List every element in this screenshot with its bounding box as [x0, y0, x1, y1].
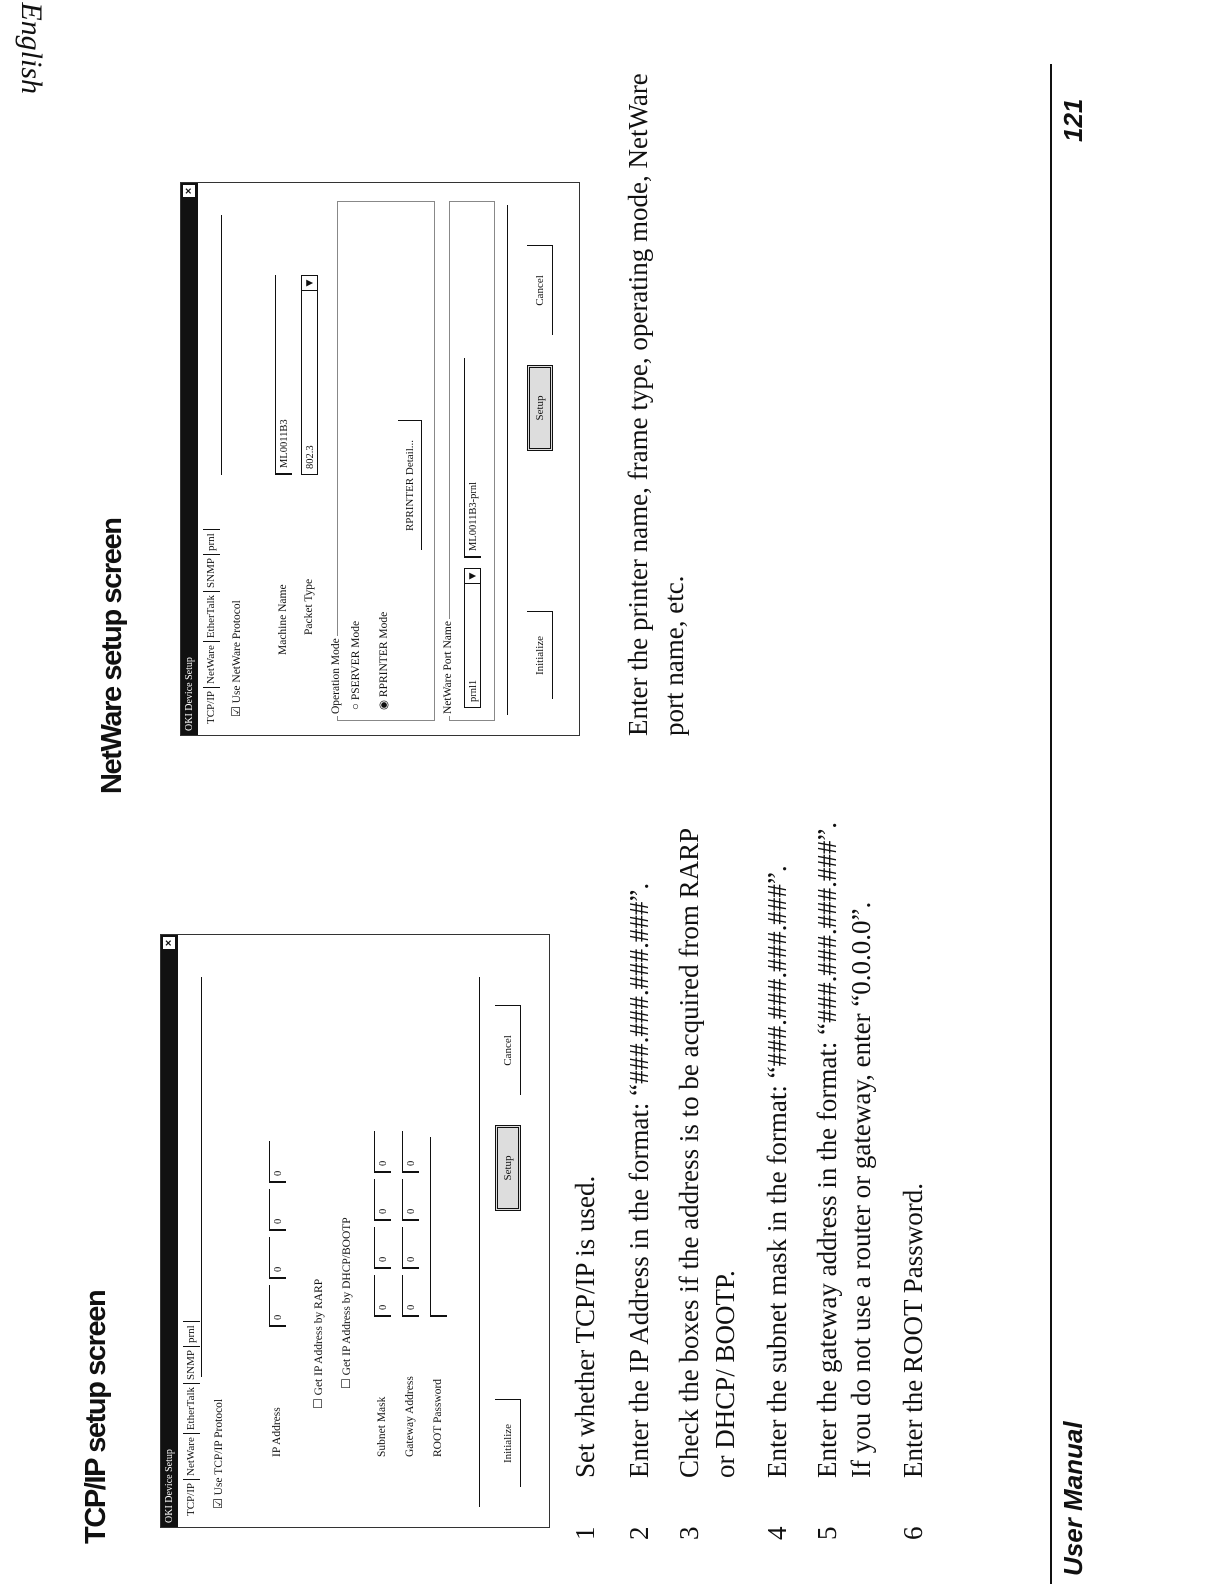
tab-tcpip[interactable]: TCP/IP — [203, 687, 220, 727]
rprinter-detail-button[interactable]: RPRINTER Detail... — [398, 420, 422, 550]
netware-dialog — [180, 182, 580, 736]
step-number: 1 — [570, 1526, 600, 1540]
checkbox-empty-icon: ☐ — [339, 1378, 353, 1389]
gateway-octet-4[interactable]: 0 — [402, 1131, 419, 1173]
step-number: 4 — [762, 1526, 792, 1540]
tab-netware[interactable]: NetWare — [203, 641, 220, 687]
step-text: Set whether TCP/IP is used. — [570, 1175, 600, 1478]
initialize-button[interactable]: Initialize — [527, 611, 553, 699]
netware-port-group — [442, 201, 495, 721]
close-icon[interactable]: × — [163, 937, 175, 949]
setup-button[interactable]: Setup — [527, 365, 553, 451]
use-tcpip-checkbox[interactable] — [211, 1399, 226, 1509]
ip-octet-2[interactable]: 0 — [269, 1237, 286, 1279]
tab-tcpip[interactable]: TCP/IP — [183, 1479, 200, 1519]
subnet-octet-1[interactable]: 0 — [374, 1275, 391, 1317]
step-text: Enter the subnet mask in the format: “###.###.###.###”. — [762, 865, 792, 1478]
rarp-label: Get IP Address by RARP — [313, 1278, 325, 1396]
ip-address-label: IP Address — [271, 1407, 283, 1457]
subnet-octet-3[interactable]: 0 — [374, 1179, 391, 1221]
port-select[interactable] — [464, 568, 481, 708]
step-number: 3 — [674, 1526, 704, 1540]
pserver-radio[interactable] — [350, 621, 362, 710]
step-text: If you do not use a router or gateway, enter “0.0.0.0”. — [846, 901, 876, 1478]
step-number: 2 — [624, 1526, 654, 1540]
description-line: Enter the printer name, frame type, operating mode, NetWare — [623, 73, 653, 736]
tcpip-tabs — [183, 1321, 201, 1519]
gateway-octet-2[interactable]: 0 — [402, 1227, 419, 1269]
netware-heading: NetWare setup screen — [96, 518, 128, 794]
step-text: Enter the gateway address in the format: “###.###.###.###”. — [812, 821, 842, 1478]
tcpip-steps — [568, 780, 968, 1540]
ip-octet-1[interactable]: 0 — [269, 1285, 286, 1327]
language-label: English — [15, 2, 48, 94]
tcpip-heading: TCP/IP setup screen — [80, 1290, 112, 1544]
rprinter-label: RPRINTER Mode — [378, 611, 390, 698]
port-select-value: prnl1 — [468, 679, 479, 702]
tab-ethertalk[interactable]: EtherTalk — [183, 1383, 200, 1433]
root-password-label: ROOT Password — [432, 1378, 444, 1457]
cancel-button[interactable]: Cancel — [527, 245, 553, 335]
checkbox-checked-icon: ☑ — [211, 1498, 225, 1509]
rarp-checkbox[interactable] — [311, 1279, 326, 1409]
tab-ethertalk[interactable]: EtherTalk — [203, 591, 220, 641]
step-number: 5 — [812, 1526, 842, 1540]
initialize-button[interactable]: Initialize — [495, 1399, 521, 1487]
footer-rule — [1050, 64, 1052, 1584]
page-number: 121 — [1058, 98, 1088, 142]
pserver-label: PSERVER Mode — [350, 620, 362, 701]
checkbox-checked-icon: ☑ — [229, 706, 243, 717]
use-tcpip-label: Use TCP/IP Protocol — [213, 1398, 225, 1496]
packet-type-value: 802.3 — [305, 445, 316, 469]
footer-manual-label: User Manual — [1058, 1421, 1088, 1576]
setup-button[interactable]: Setup — [495, 1125, 521, 1211]
subnet-octet-4[interactable]: 0 — [374, 1131, 391, 1173]
root-password-field[interactable] — [430, 1137, 447, 1317]
netware-dialog-titlebar — [181, 183, 198, 735]
gateway-label: Gateway Address — [404, 1376, 416, 1457]
tab-snmp[interactable]: SNMP — [203, 554, 220, 591]
dhcp-label: Get IP Address by DHCP/BOOTP — [341, 1217, 353, 1376]
cancel-button[interactable]: Cancel — [495, 1005, 521, 1095]
port-name-field[interactable]: ML0011B3-prnl — [464, 358, 481, 558]
tab-snmp[interactable]: SNMP — [183, 1346, 200, 1383]
ip-octet-3[interactable]: 0 — [269, 1189, 286, 1231]
netware-dialog-title: OKI Device Setup — [184, 657, 195, 731]
tab-prnl[interactable]: prnl — [183, 1321, 200, 1346]
machine-name-field[interactable]: ML0011B3 — [275, 275, 292, 475]
tab-prnl[interactable]: prnl — [203, 529, 220, 554]
radio-selected-icon: ◉ — [378, 699, 390, 710]
step-number: 6 — [898, 1526, 928, 1540]
use-netware-checkbox[interactable] — [229, 600, 244, 717]
gateway-octet-1[interactable]: 0 — [402, 1275, 419, 1317]
operation-mode-group — [330, 201, 435, 721]
packet-type-select[interactable] — [301, 275, 318, 475]
ip-octet-4[interactable]: 0 — [269, 1141, 286, 1183]
description-line: port name, etc. — [659, 575, 689, 736]
netware-tabs — [203, 529, 221, 727]
tcpip-dialog-title: OKI Device Setup — [164, 1449, 175, 1523]
use-netware-label: Use NetWare Protocol — [231, 600, 243, 704]
chevron-down-icon[interactable]: ▼ — [302, 276, 318, 291]
netware-description — [620, 36, 692, 736]
step-text: Check the boxes if the address is to be acquired from RARP — [674, 827, 704, 1478]
tcpip-dialog — [160, 934, 550, 1528]
chevron-down-icon[interactable]: ▼ — [465, 569, 481, 584]
close-icon[interactable]: × — [183, 185, 195, 197]
port-name-title: NetWare Port Name — [442, 621, 454, 714]
subnet-mask-label: Subnet Mask — [376, 1396, 388, 1457]
step-text: Enter the IP Address in the format: “###.###.###.###”. — [624, 882, 654, 1478]
dhcp-checkbox[interactable] — [339, 1217, 354, 1389]
tcpip-dialog-titlebar — [161, 935, 178, 1527]
checkbox-empty-icon: ☐ — [311, 1398, 325, 1409]
rprinter-radio[interactable] — [376, 612, 390, 710]
step-text: Enter the ROOT Password. — [898, 1183, 928, 1478]
operation-mode-title: Operation Mode — [330, 638, 342, 714]
tab-netware[interactable]: NetWare — [183, 1433, 200, 1479]
packet-type-label: Packet Type — [303, 578, 315, 635]
machine-name-label: Machine Name — [277, 584, 289, 655]
subnet-octet-2[interactable]: 0 — [374, 1227, 391, 1269]
step-text: or DHCP/ BOOTP. — [710, 1270, 740, 1478]
gateway-octet-3[interactable]: 0 — [402, 1179, 419, 1221]
radio-empty-icon: ○ — [350, 703, 362, 710]
